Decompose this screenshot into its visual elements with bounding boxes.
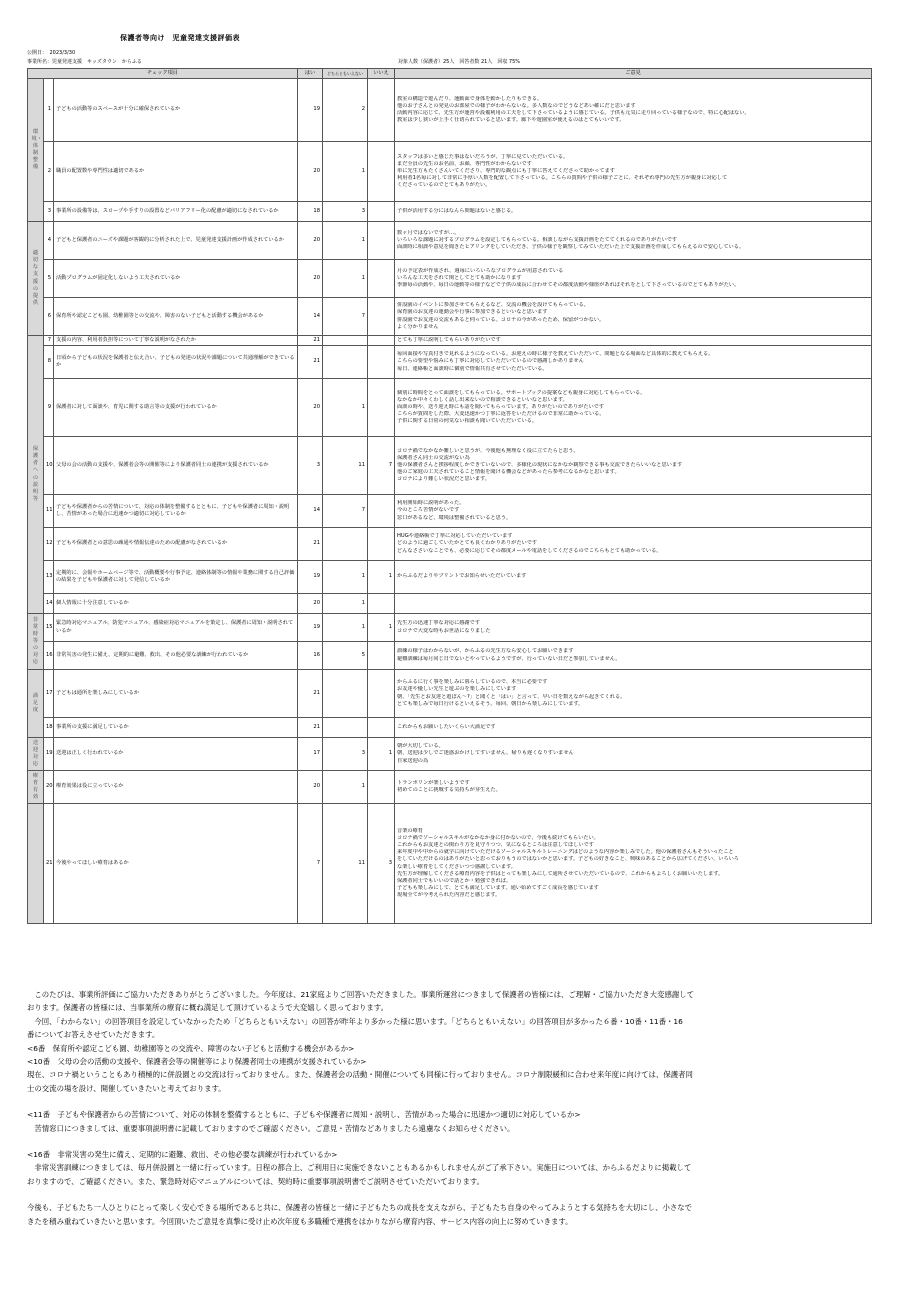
no-count: 1 — [368, 614, 395, 642]
neither-count — [323, 718, 368, 738]
no-count — [368, 528, 395, 561]
opinion-cell — [395, 771, 872, 804]
neither-count — [323, 346, 368, 379]
opinion-line: よく分かりません — [397, 323, 439, 330]
opinion-cell — [395, 528, 872, 561]
item-number: 8 — [44, 346, 54, 379]
opinion-line: 数ヶ月ではないですが…。 — [397, 229, 460, 236]
opinion-line: どんなささいなことでも、必要に応じてその都度メールや電話をしてくださるのでこちらもとても助かっている。 — [397, 547, 662, 554]
opinion-line: 訓練の様子はわからないが、からふるの先生方なら安心してお願いできます — [397, 648, 574, 655]
check-item: 事業所の設備等は、スロープや手すりの設置などバリアフリー化の配慮が適切になされているか — [54, 202, 298, 222]
yes-count: 14 — [298, 495, 323, 528]
opinion-line: 教室は少し狭いが上手く仕切られていると思います。廊下や遊園室が使えるのはとてもいいです。 — [397, 117, 625, 124]
neither-count: 7 — [323, 495, 368, 528]
opinion-cell — [395, 670, 872, 718]
respondent-summary: 対象人数（保護者）25人 回答者数 21人 回収 75% — [398, 59, 521, 65]
opinion-line: 今のところ苦情がないです — [397, 507, 460, 514]
opinion-line: とても楽しみで毎日行けるといえるそう。毎回、朝日から楽しみにしています。 — [397, 700, 584, 707]
check-item: 子どもや保護者との意思の疎通や情報伝達のための配慮がなされているか — [54, 528, 298, 561]
summary-line: 番についてお答えさせていただきます。 — [27, 1030, 160, 1040]
summary-line: 今後も、子どもたち一人ひとりにとって楽しく安心できる場所であると共に、保護者の皆様と一緒に子どもたちの成長を支えながら、子どもたち自身のやってみようとする気持ちを大切にし、小さなで — [27, 1203, 693, 1213]
opinion-line: 子供に関する日常の何気ない相談も聞いていただいている。 — [397, 418, 538, 425]
opinion-line: な楽しい療育をしてくださいつつ感謝しています。 — [397, 863, 516, 870]
opinion-line: こちらの要望や悩みにも丁寧に対応していただいているので感謝しかありません — [397, 358, 584, 365]
opinion-line: 先生方の迅速丁寧な対応に感謝です — [397, 620, 481, 627]
check-item: 定期的に、会報やホームページ等で、活動概要や行事予定、連絡体制等の情報や業務に関する自己評価の結果を子どもや保護者に対して発信しているか — [54, 561, 298, 594]
summary-line: きたを積み重ねていきたいと思います。今回頂いたご意見を真摯に受け止め次年度も多職種で連携をはかりながら療育内容、サービス内容の向上に努めていきます。 — [27, 1216, 573, 1226]
opinion-line: 他の保護者さんと挨拶程度しかできていないので、多様化の現状になかなか観察できる事も交流できたらいいなと思います — [397, 461, 683, 468]
no-count — [368, 260, 395, 298]
opinion-line: 自家送迎の為 — [397, 757, 429, 764]
category-label: 送迎対応 — [28, 738, 44, 771]
table-row — [28, 771, 872, 804]
header-opinion: ご意見 — [395, 69, 872, 79]
opinion-cell — [395, 142, 872, 202]
neither-count — [323, 528, 368, 561]
opinion-line: 音楽の療育 — [397, 828, 423, 835]
opinion-cell — [395, 594, 872, 614]
table-row — [28, 202, 872, 222]
survey-table — [27, 68, 872, 924]
no-count — [368, 142, 395, 202]
opinion-line: 先生方が理解してくださる療育内容を子供はとっても楽しみにして通所させていただいているので、これからもよろしくお願いいたします。 — [397, 870, 724, 877]
summary-line: <11番 子どもや保護者からの苦情について、対応の体制を整備するとともに、子どもや保護者に周知・説明し、苦情があった場合に迅速かつ適切に対応しているか> — [27, 1110, 581, 1120]
summary-line: 苦情窓口につきましては、重要事項説明書に記載しておりますのでご確認ください。ご意見・苦情などありましたら遠慮なくお知らせください。 — [27, 1123, 515, 1133]
header-no: いいえ — [368, 69, 395, 79]
check-item: 活動プログラムが固定化しないよう工夫されているか — [54, 260, 298, 298]
opinion-cell — [395, 260, 872, 298]
yes-count: 21 — [298, 336, 323, 346]
no-count — [368, 642, 395, 670]
check-item: 事業所の支援に満足しているか — [54, 718, 298, 738]
category-label: 療育有効 — [28, 771, 44, 804]
opinion-line: これからもお願いしたいくらい大満足です — [397, 723, 496, 730]
table-row — [28, 437, 872, 495]
opinion-line: HUGや連絡帳で丁寧に対応していただいています — [397, 533, 513, 540]
table-row — [28, 738, 872, 771]
opinion-line: 朝が大切している。 — [397, 743, 444, 750]
table-row — [28, 670, 872, 718]
table-row — [28, 346, 872, 379]
opinion-line: 保護者さん同士の交流がない為 — [397, 454, 470, 461]
summary-line: おります。保護者の皆様には、当事業所の療育に概ね満足して頂けているようで大変嬉しく思っております。 — [27, 1003, 388, 1013]
table-row — [28, 260, 872, 298]
opinion-line: 利用者1名毎に対して非常に手厚い人数を配置して下さっている。こちらの質問や子供の様子ごとに、それぞれ専門の先生方が親身に対応して — [397, 175, 728, 182]
neither-count: 1 — [323, 222, 368, 260]
opinion-line: いろいろな課題に対するプログラムを設定してもらっている。相談しながら支援計画をたててくれるのでありがたいです — [397, 236, 678, 243]
neither-count: 5 — [323, 642, 368, 670]
no-count — [368, 222, 395, 260]
item-number: 20 — [44, 771, 54, 804]
no-count: 1 — [368, 561, 395, 594]
opinion-line: どのように過ごしていたかとても良くわかりありがたいです — [397, 540, 538, 547]
yes-count: 20 — [298, 379, 323, 437]
page-title: 保護者等向け 児童発達支援評価表 — [120, 34, 240, 42]
category-label: 保護者への説明等 — [28, 336, 44, 614]
opinion-line: コロナ禍でなかなか難しいと思うが、今後他も無理なく役に立てたらと思う。 — [397, 447, 579, 454]
opinion-line: 朝、「先生とお友達と遊ぼん～?」と聞くと「はい」と言って、早い日を数えながら起きてくれる。 — [397, 693, 626, 700]
opinion-line: 避難訓練は毎月同じ日でないとやっているようですが、行っていない日だと参加していません。 — [397, 655, 621, 662]
opinion-line: こちらが質問をした際、大変迅速かつ丁寧に返答をいただけるので非常に助かっている。 — [397, 411, 605, 418]
neither-count: 1 — [323, 142, 368, 202]
category-label: 非常時等の対応 — [28, 614, 44, 670]
opinion-cell — [395, 379, 872, 437]
table-row — [28, 222, 872, 260]
opinion-line: 子供が活用する分にはなんら問題はないと感じる。 — [397, 207, 517, 214]
summary-line: <10番 父母の会の活動の支援や、保護者会等の開催等により保護者同士の連携が支援されているか> — [27, 1057, 367, 1067]
opinion-line: なかなか中々くわしく話し出来ないので相談できるといいなと思います。 — [397, 396, 568, 403]
summary-line: 今回、「わからない」の回答項目を設定していなかったため「どちらともいえない」の回答が昨年より多かった様に思います。「どちらともいえない」の回答項目が多かった６番・10番・11番・16 — [27, 1016, 683, 1026]
item-number: 14 — [44, 594, 54, 614]
check-item: 父母の会の活動の支援や、保護者会等の開催等により保護者同士の連携が支援されているか — [54, 437, 298, 495]
table-row — [28, 594, 872, 614]
opinion-cell — [395, 561, 872, 594]
neither-count: 1 — [323, 379, 368, 437]
opinion-line: コロナにより難しい状況だと思います。 — [397, 476, 490, 483]
opinion-cell — [395, 738, 872, 771]
opinion-line: からふるだよりやプリントでお知らせいただいています — [397, 573, 527, 580]
summary-line: このたびは、事業所評価にご協力いただきありがとうございました。今年度は、21家庭よりご回答いただきました。事業所運営につきまして保護者の皆様には、ご理解・ご協力いただき大変感謝して — [27, 990, 695, 999]
table-row — [28, 379, 872, 437]
yes-count: 20 — [298, 222, 323, 260]
item-number: 12 — [44, 528, 54, 561]
check-item: 送迎は正しく行われているか — [54, 738, 298, 771]
neither-count — [323, 336, 368, 346]
table-row — [28, 528, 872, 561]
opinion-line: 教室の構造で遊んだり、運動面で身体を動かしたりもできる。 — [397, 95, 543, 102]
neither-count: 11 — [323, 804, 368, 924]
item-number: 6 — [44, 298, 54, 336]
no-count — [368, 771, 395, 804]
item-number: 16 — [44, 642, 54, 670]
check-item: 保護者に対して面談や、育児に関する助言等の支援が行われているか — [54, 379, 298, 437]
yes-count: 17 — [298, 738, 323, 771]
yes-count: 19 — [298, 561, 323, 594]
table-row — [28, 336, 872, 346]
summary-gap — [27, 1135, 871, 1148]
check-item: 緊急時対応マニュアル、防犯マニュアル、感染症対応マニュアルを策定し、保護者に周知・説明されているか — [54, 614, 298, 642]
no-count — [368, 594, 395, 614]
opinion-line: 併設園でお友達の交流もあると伺っている。コロナの今があったため、保留がつかない。 — [397, 316, 605, 323]
no-count: 7 — [368, 437, 395, 495]
table-row — [28, 79, 872, 142]
check-item: 非常災害の発生に備え、定期的に避難、救出、その他必要な訓練が行われているか — [54, 642, 298, 670]
yes-count: 20 — [298, 594, 323, 614]
neither-count: 3 — [323, 202, 368, 222]
item-number: 2 — [44, 142, 54, 202]
opinion-cell — [395, 642, 872, 670]
neither-count: 11 — [323, 437, 368, 495]
header-neither: どちらともいえない — [323, 69, 368, 79]
opinion-line: いろんな工夫をされて関としてとても助かになります — [397, 274, 522, 281]
summary-line: 現在、コロナ禍ということもあり積極的に併設園との交流は行っておりません。また、保護者会の活動・開催についても同様に行っておりません。コロナ制限緩和に合わせ来年度に向けては、保護者同 — [27, 1070, 693, 1080]
item-number: 1 — [44, 79, 54, 142]
check-item: 子どもの活動等のスペースが十分に確保されているか — [54, 79, 298, 142]
opinion-cell — [395, 222, 872, 260]
opinion-line: 窓口があるなど、環境は整備されていると思う。 — [397, 514, 512, 521]
publish-date: 公開日： 2023/3/30 — [27, 50, 76, 56]
opinion-line: とても丁寧に説明してもらいありがたいです — [397, 336, 501, 343]
opinion-line: からふるに行く事を楽しみに暮らしているので、本当に必要です — [397, 679, 548, 686]
check-item: 支援の内容、利用者負担等について丁寧な説明がなされたか — [54, 336, 298, 346]
yes-count: 3 — [298, 437, 323, 495]
opinion-line: 併設園のイベントに参加させてもらえるなど、交流の機会を設けてもらっている。 — [397, 302, 589, 309]
table-row — [28, 495, 872, 528]
no-count — [368, 79, 395, 142]
opinion-line: 来年度中や中からの就学に向けていただけるソーシャルスキルトレーニングはどのような内容か楽しみでした。他の保護者さんもそういったこと — [397, 849, 734, 856]
opinion-line: スタッフは多いと感じた事はないだろうが、丁寧に見ていただいている。 — [397, 153, 569, 160]
no-count — [368, 298, 395, 336]
table-row — [28, 718, 872, 738]
no-count — [368, 379, 395, 437]
opinion-line: くださっているのでとてもありがたい。 — [397, 182, 491, 189]
opinion-line: をしていただけるのはありがたいと思っておりもうのではないかと思います。子どもの好きなこと、興味のあることから広げてください、いろいろ — [397, 856, 739, 863]
check-item: 今後やってほしい療育はあるか — [54, 804, 298, 924]
item-number: 13 — [44, 561, 54, 594]
item-number: 7 — [44, 336, 54, 346]
summary-line: <6番 保育所や認定こども園、幼稚園等との交流や、障害のない子どもと活動する機会があるか> — [27, 1043, 355, 1053]
yes-count: 16 — [298, 642, 323, 670]
check-item: 職員の配置数や専門性は適切であるか — [54, 142, 298, 202]
item-number: 9 — [44, 379, 54, 437]
yes-count: 20 — [298, 260, 323, 298]
opinion-cell — [395, 346, 872, 379]
no-count — [368, 346, 395, 379]
opinion-line: 朝、送迎は少しでご迷惑おかけしてすいません。帰りも遅くなりすいません — [397, 750, 574, 757]
opinion-line: 現場全てが今考えられた内容だと感じます。 — [397, 891, 501, 898]
yes-count: 21 — [298, 718, 323, 738]
item-number: 17 — [44, 670, 54, 718]
check-item: 保育所や認定こども園、幼稚園等との交流や、障害のない子どもと活動する機会があるか — [54, 298, 298, 336]
yes-count: 7 — [298, 804, 323, 924]
opinion-line: これからもお友達との関わり方を見守りつつ、気になるところは注意してほしいです — [397, 842, 594, 849]
yes-count: 21 — [298, 670, 323, 718]
table-row — [28, 642, 872, 670]
check-item: 個人情報に十分注意しているか — [54, 594, 298, 614]
neither-count: 1 — [323, 594, 368, 614]
check-item: 療育効果は役に立っているか — [54, 771, 298, 804]
check-item: 子どもや保護者からの苦情について、対応の体制を整備するとともに、子どもや保護者に周知・説明し、苦情があった場合に迅速かつ適切に対応しているか — [54, 495, 298, 528]
opinion-line: 毎回面接や写真付きで見れるようになっている。お迎えの時に様子を教えていただいて、問題となる場面など具体的に教えてもらえる。 — [397, 351, 714, 358]
neither-count: 2 — [323, 79, 368, 142]
item-number: 19 — [44, 738, 54, 771]
table-header-row — [28, 69, 872, 79]
neither-count: 3 — [323, 738, 368, 771]
item-number: 21 — [44, 804, 54, 924]
check-item: 子どもと保護者のニーズや課題が客観的に分析された上で、児童発達支援計画が作成されているか — [54, 222, 298, 260]
opinion-cell — [395, 495, 872, 528]
table-row — [28, 561, 872, 594]
summary-line: 非常災害訓練につきましては、毎月併設園と一緒に行っています。日程の都合上、ご利用日に実施できないこともあるかもしれませんがご了承下さい。実施日については、からふるだよりに掲載して — [27, 1163, 692, 1173]
item-number: 10 — [44, 437, 54, 495]
summary-line: おりますので、ご確認ください。また、緊急時対応マニュアルについては、契約時に重要事項説明書でご説明させていただいております。 — [27, 1176, 485, 1186]
category-label: 満足度 — [28, 670, 44, 738]
check-item: 子どもは通所を楽しみにしているか — [54, 670, 298, 718]
no-count — [368, 336, 395, 346]
table-row — [28, 804, 872, 924]
opinion-line: 毎日、連絡帳と面談時に個別で情報共有させていただいている。 — [397, 365, 548, 372]
opinion-line: お友達や優しい先生と遊ぶのを楽しみにしています — [397, 686, 517, 693]
opinion-line: 保護者同士でもいいので話とか・勉強できれば。 — [397, 877, 512, 884]
yes-count: 20 — [298, 142, 323, 202]
facility-name: 事業所名：児童発達支援 キッズタウン からふる — [27, 59, 142, 65]
table-row — [28, 614, 872, 642]
header-check: チェック項目 — [28, 69, 298, 79]
opinion-cell — [395, 79, 872, 142]
table-row — [28, 142, 872, 202]
summary-line: 士の交流の場を設け、開催していきたいと考えております。 — [27, 1083, 226, 1093]
item-number: 5 — [44, 260, 54, 298]
item-number: 18 — [44, 718, 54, 738]
opinion-line: 個別に時間をとって面談をしてもらっている。サポートブックの提案なども親身に対応してもらっている。 — [397, 389, 646, 396]
opinion-line: 他のお子さんとの発見のお部屋での様子がわからないな。多人数なのでどうなどあい確にだと思います — [397, 102, 636, 109]
item-number: 11 — [44, 495, 54, 528]
opinion-line: 他のご家庭の工夫されていること情報を聞ける機会などがあったら参考になるかなと思います。 — [397, 469, 620, 476]
item-number: 4 — [44, 222, 54, 260]
no-count: 1 — [368, 738, 395, 771]
opinion-line: まだ全員の先生のお名前、お顔、専門性がわからないです — [397, 160, 532, 167]
table-row — [28, 298, 872, 336]
opinion-line: 初めてのことに挑戦する気持ちが芽生えた。 — [397, 787, 501, 793]
opinion-cell — [395, 336, 872, 346]
yes-count: 21 — [298, 346, 323, 379]
neither-count: 1 — [323, 561, 368, 594]
opinion-cell — [395, 202, 872, 222]
summary-text — [27, 988, 871, 1228]
opinion-line: 子どもも楽しみにして、とても満足しています。通い始めてすごく成長を感じています — [397, 884, 599, 891]
yes-count: 14 — [298, 298, 323, 336]
opinion-line: 活動内容に応じて、先生方が運営や設備利用の工夫をして下さっているように感じている。子供も元気に走り回っている様子なので、特に心配はない。 — [397, 110, 750, 116]
opinion-line: 季節毎の活動や、毎日の運動等の様子などで子供の成長に合わせてその都度活動や様座があればそれをとして下さっているのでとてもありがたい。 — [397, 282, 740, 289]
opinion-line: コロナ禍でソーシャルスキルがなかなか身に付かないので、今後も続けてもらいたい。 — [397, 835, 599, 842]
yes-count: 18 — [298, 202, 323, 222]
neither-count: 1 — [323, 771, 368, 804]
summary-gap — [27, 1095, 871, 1108]
opinion-cell — [395, 614, 872, 642]
category-label: 環境・体制整備 — [28, 79, 44, 222]
no-count — [368, 495, 395, 528]
yes-count: 20 — [298, 771, 323, 804]
no-count — [368, 718, 395, 738]
category-label — [28, 804, 44, 924]
check-item: 日頃から子どもの状況を保護者と伝え合い、子どもの発達の状況や課題について共通理解ができているか — [54, 346, 298, 379]
opinion-cell — [395, 437, 872, 495]
yes-count: 19 — [298, 79, 323, 142]
opinion-cell — [395, 718, 872, 738]
summary-gap — [27, 1188, 871, 1201]
opinion-cell — [395, 298, 872, 336]
opinion-line: 保育園のお友達の運動会や行事に参加できるといいなと思います — [397, 309, 548, 316]
item-number: 3 — [44, 202, 54, 222]
opinion-line: 利用開始時に説明があった。 — [397, 500, 465, 507]
yes-count: 19 — [298, 614, 323, 642]
neither-count: 1 — [323, 614, 368, 642]
neither-count: 1 — [323, 260, 368, 298]
category-label: 適切な支援の提供 — [28, 222, 44, 336]
no-count: 3 — [368, 804, 395, 924]
no-count — [368, 202, 395, 222]
yes-count: 21 — [298, 528, 323, 561]
item-number: 15 — [44, 614, 54, 642]
neither-count: 7 — [323, 298, 368, 336]
opinion-cell — [395, 804, 872, 924]
opinion-line: 月の予定表が作成され、週毎にいろいろなプログラムが用意されている — [397, 267, 564, 274]
neither-count — [323, 670, 368, 718]
survey-body — [28, 79, 872, 924]
summary-line: <16番 非常災害の発生に備え、定期的に避難、救出、その他必要な訓練が行われているか> — [27, 1150, 338, 1160]
header-yes: はい — [298, 69, 323, 79]
opinion-line: 単に先生方もたくさんいてくださり、専門的な観点にも丁寧に答えてくださって助かってます — [397, 167, 615, 174]
opinion-line: トランポリンが楽しいようです — [397, 779, 470, 786]
opinion-line: コロナで大変な時もお世話になりました — [397, 627, 491, 634]
no-count — [368, 670, 395, 718]
opinion-line: 面談の時や、送り迎え時にも話を聞いてもらっています。ありがたいのでありがたいです — [397, 403, 605, 410]
opinion-line: 面談時に相談や意見を聞きたヒアリングをしていただき、子供の様子を観察してみていただいた上で支援計画を作成してもらえるので安心している。 — [397, 244, 745, 251]
